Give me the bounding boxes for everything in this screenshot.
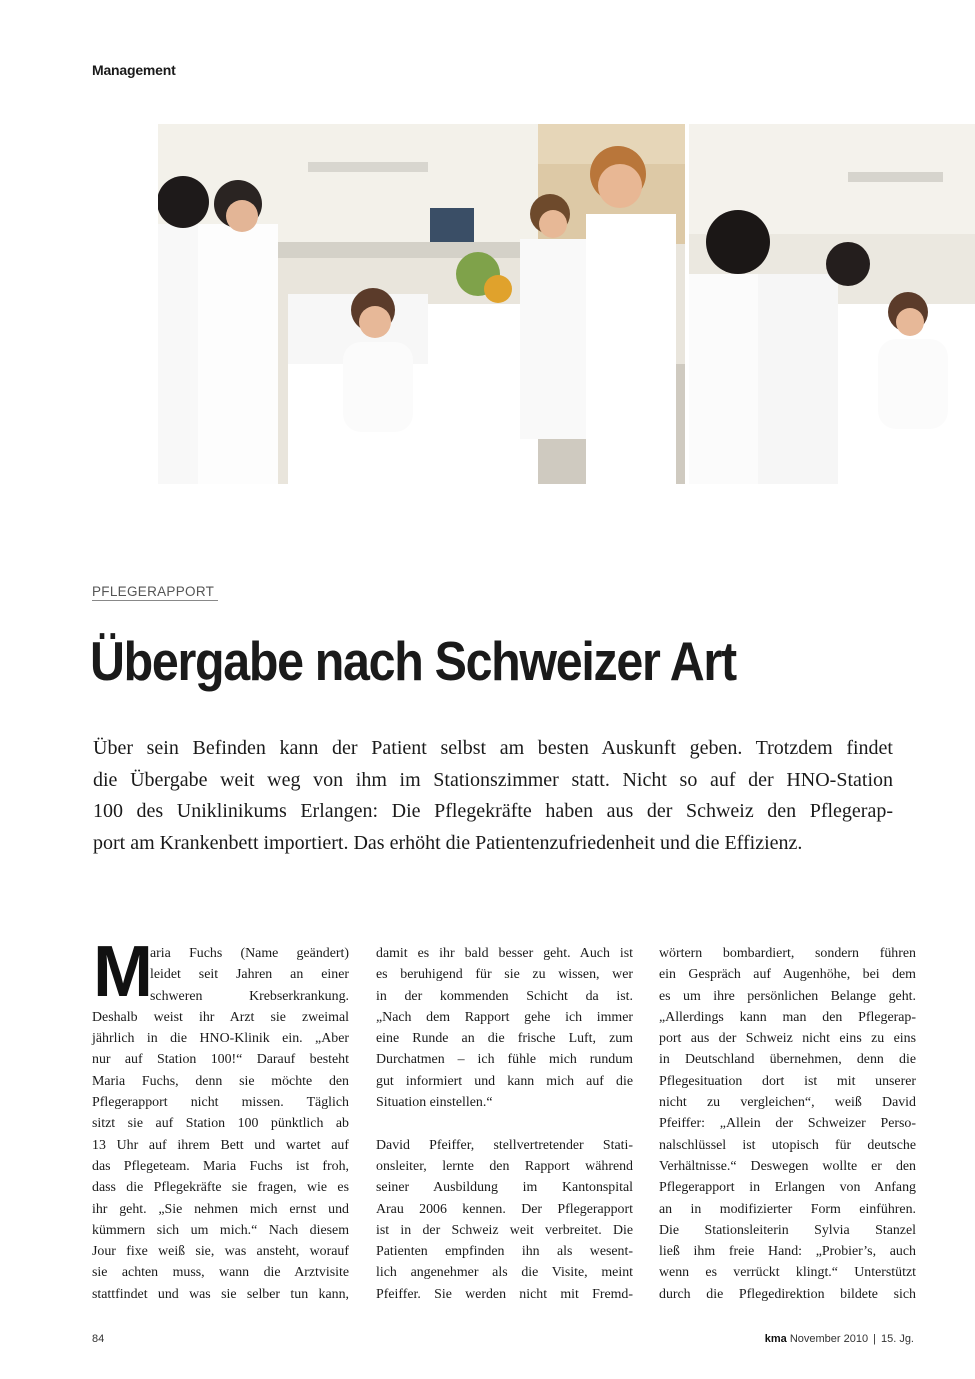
section-label: Management [92,62,176,78]
body-line: aria Fuchs (Name geändert) [150,946,349,961]
body-line: 13 Uhr auf ihrem Bett und wartet auf [92,1137,349,1153]
body-line: David Pfeiffer, stellvertretender Stati- [376,1137,633,1153]
body-line: ihr geht. „Sie nehmen mich ernst und [92,1201,349,1217]
body-line: in Deutschland übernehmen, denn die [659,1052,916,1068]
body-column-3 [659,943,916,1305]
body-line: Arau 2006 kennen. Der Pflegerapport [376,1201,633,1217]
magazine-brand: kma [764,1333,787,1345]
body-line: Pfeiffer. Sie werden nicht mit Fremd- [376,1286,633,1302]
body-column-2 [376,943,633,1305]
body-line: das Pflegeteam. Maria Fuchs ist froh, [92,1158,349,1174]
volume-number: 15. Jg. [880,1333,914,1345]
body-line: Maria Fuchs, denn sie möchte den [92,1073,349,1089]
body-line: sitzt sie auf Station 100 pünktlich ab [92,1116,349,1132]
lead-line: Über sein Befinden kann der Patient selbst am besten Auskunft geben. Trotzdem findet [93,737,893,759]
body-line: sie achten muss, wann die Arztvisite [92,1265,349,1281]
body-line: wörtern bombardiert, sondern führen [659,946,916,961]
lead-line: die Übergabe weit weg von ihm im Stationszimmer statt. Nicht so auf der HNO-Station [93,768,893,791]
body-line: schweren Krebserkrankung. [150,988,349,1004]
body-line: nicht zu vergleichen“, weiß David [659,1095,916,1111]
body-line: kümmern sich um mich.“ Nach diesem [92,1222,349,1238]
body-line: leidet seit Jahren an einer [150,967,349,983]
body-line: ein Gespräch auf Augenhöhe, bei dem [659,967,916,983]
drop-cap: M [93,932,153,1012]
body-line: Pfeiffer: „Allein der Schweizer Perso- [659,1116,916,1132]
body-line: nur auf Station 100!“ Darauf besteht [92,1052,349,1068]
lead-line: port am Krankenbett importiert. Das erhöht die Patientenzufriedenheit und die Effizienz. [93,831,803,854]
body-line: wenn es verrückt klingt.“ Unterstützt [659,1265,916,1281]
body-line: gut informiert und kann mich auf die [376,1073,633,1089]
body-line: Pflegesituation dort ist mit unserer [659,1073,916,1089]
body-line: Situation einstellen.“ [376,1095,493,1111]
body-line: Patienten empfinden ihn als wesent- [376,1244,633,1260]
issue-date: November 2010 [789,1333,869,1345]
page-number: 84 [92,1333,105,1345]
article-lead [93,733,893,859]
body-line: seiner Ausbildung im Kantonspital [376,1180,633,1196]
article-kicker: PFLEGERAPPORT [92,584,218,601]
lead-line: 100 des Uniklinikums Erlangen: Die Pflegekräfte haben aus der Schweiz den Pflegerap- [93,800,893,822]
body-line: eine Runde an die frische Luft, zum [376,1031,633,1047]
body-line: Durchatmen – ich fühle mich rundum [376,1052,633,1068]
body-line: Pflegerapport nicht missen. Täglich [92,1095,349,1111]
body-line: lich angenehmer als die Visite, meint [376,1265,633,1281]
footer-issue-info [765,1333,914,1345]
body-line: ist in der Schweiz weit verbreitet. Die [376,1222,633,1238]
body-line: in der kommenden Schicht da ist. [376,988,633,1004]
body-line: durch die Pflegedirektion bildete sich [659,1286,916,1302]
body-line: port aus der Schweiz nicht eins zu eins [659,1031,916,1047]
body-line: „Allerdings kann man den Pflegerap- [659,1009,916,1025]
body-line: onsleiter, lernte den Rapport während [376,1158,633,1174]
paragraph-gap [376,1113,633,1134]
body-line: es um ihre persönlichen Belange geht. [659,988,916,1004]
body-line: Deshalb weist ihr Arzt sie zweimal [92,1009,349,1025]
body-line: stattfindet und was sie selber tun kann, [92,1286,349,1302]
body-line: Verhältnisse.“ Deswegen wollte er den [659,1158,916,1174]
body-line: Die Stationsleiterin Sylvia Stanzel [659,1222,916,1238]
body-line: damit es ihr bald besser geht. Auch ist [376,946,633,961]
body-line: „Nach dem Rapport gehe ich immer [376,1009,633,1025]
article-headline: Übergabe nach Schweizer Art [90,630,736,692]
body-line: jährlich in die HNO-Klinik ein. „Aber [92,1031,349,1047]
body-line: Jour fixe weiß sie, was ansteht, worauf [92,1244,349,1260]
body-column-1 [92,932,349,1305]
body-line: es beruhigend für sie zu wissen, wer [376,967,633,983]
body-line: Pflegerapport in Erlangen von Anfang [659,1180,916,1196]
footer-separator: | [873,1333,876,1345]
article-photo [158,124,975,484]
body-line: an in modifizierter Form einführen. [659,1201,916,1217]
body-line: nalschlüssel ist utopisch für deutsche [659,1137,916,1153]
body-line: ließ ihm freie Hand: „Probier’s, auch [659,1244,916,1260]
body-line: dass die Pflegekräfte sie fragen, wie es [92,1180,349,1196]
